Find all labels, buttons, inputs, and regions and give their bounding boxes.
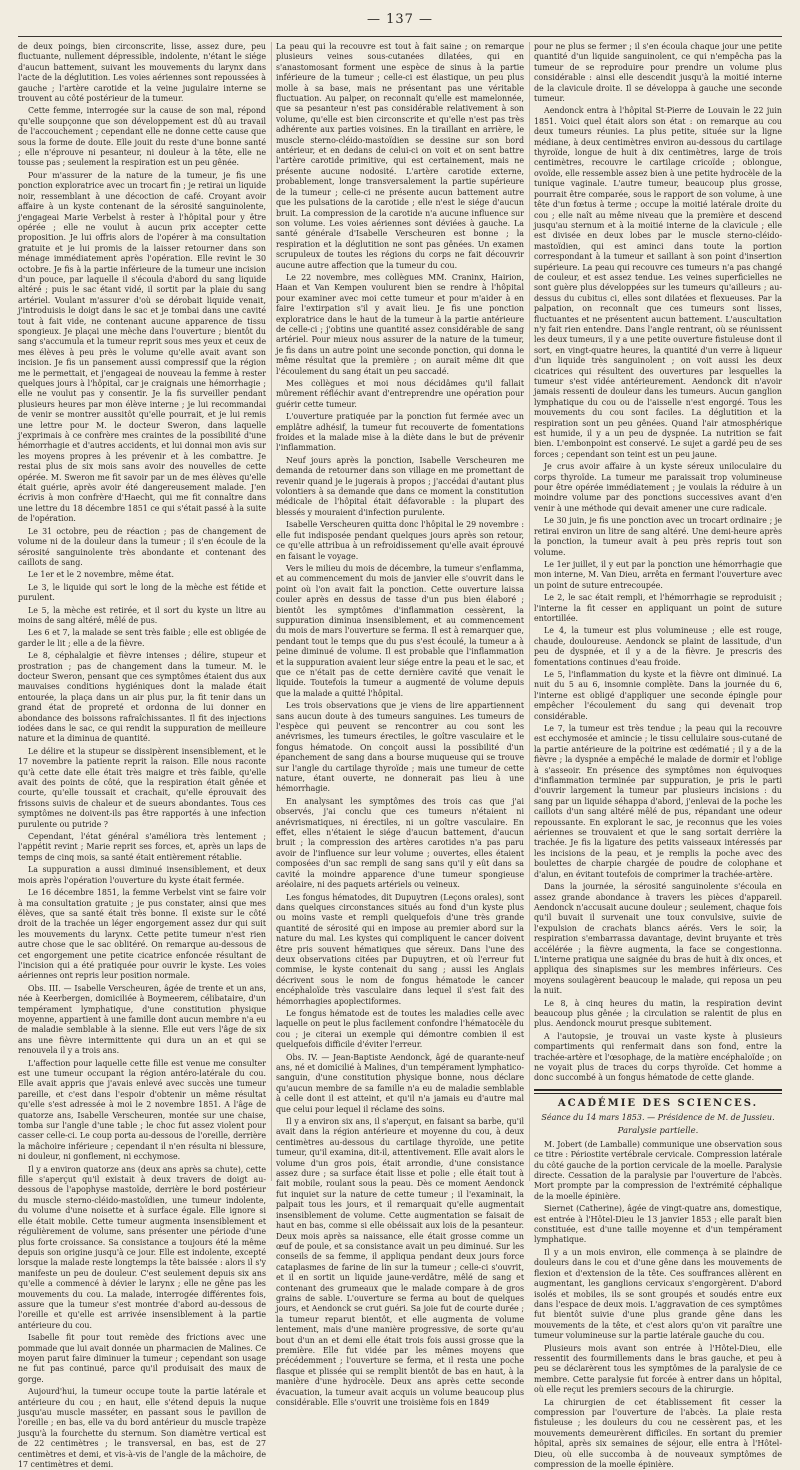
section-rule-thin xyxy=(534,1093,782,1094)
paragraph: En analysant les symptômes des trois cas que j'ai observés, j'ai conclu que ces tumeurs n'étaient ni anévrismatiques, ni érectiles, ni un goître vasculaire. En effet, elles n'étaient le siége d'aucun battement, d'aucun bruit ; la compression des artères carotides n'a pas paru avoir de l'influence sur leur volume ; ouvertes, elles étaient composées d'un sac rempli de sang sans qu'il y eût dans sa cavité la moindre apparence d'une tumeur spongieuse aréolaire, ni des paquets artériels ou veineux. xyxy=(276,796,524,890)
paragraph: Le 16 décembre 1851, la femme Verbelst vint se faire voir à ma consultation gratuite ; je pus constater, ainsi que mes élèves, que sa santé était très bonne. Il existe sur le côté droit de la trachée un léger engorgement assez dur qui suit les mouvements du larynx. Cette petite tumeur n'est rien autre chose que le sac oblitéré. On remarque au-dessous de cet engorgement une petite cicatrice enfoncée résultant de l'incision qui a été pratiquée pour ouvrir le kyste. Les voies aériennes ont repris leur position normale. xyxy=(18,888,266,981)
column-3-body xyxy=(534,42,782,1084)
paragraph: Aujourd'hui, la tumeur occupe toute la partie latérale et antérieure du cou ; en haut, elle s'étend depuis la nuque jusqu'au muscle masséter, en passant sous le pavillon de l'oreille ; en bas, elle va du bord antérieur du muscle trapèze jusqu'à la fourchette du sternum. Son diamètre vertical est de 22 centimètres ; le transversal, en bas, est de 27 centimètres et demi, et vis-à-vis de l'angle de la mâchoire, de 17 centimètres et demi. xyxy=(18,1387,266,1470)
paragraph: La chirurgien de cet établissement fit cesser la compression par l'ouverture de l'abcès. La plaie resta fistuleuse ; les douleurs du cou ne cessèrent pas, et les mouvements demeurèrent difficiles. En sortant du premier hôpital, après six semaines de séjour, elle entra à l'Hôtel-Dieu, où elle succomba à de nouveaux symptômes de compression de la moelle épinière. xyxy=(534,1397,782,1469)
paragraph: Isabelle fit pour tout remède des frictions avec une pommade que lui avait donnée un pharmacien de Malines. Ce moyen parut faire diminuer la tumeur ; cependant son usage ne fut pas continué, parce qu'il produisait des maux de gorge. xyxy=(18,1333,266,1384)
paragraph: Les fongus hématodes, dit Dupuytren (Leçons orales), sont dans quelques circonstances situés au fond d'un kyste plus ou moins vaste et rempli quelquefois d'une très grande quantité de sérosité qui en impose au premier abord sur la nature du mal. Les kystes qui compliquent le cancer doivent être pris souvent hématiques que séreux. Dans l'une des deux observations citées par Dupuytren, et où l'erreur fut commise, le kyste contenait du sang ; aussi les Anglais décrivent sous le nom de fongus hématode le cancer encéphaloïde très vasculaire dans lequel il s'est fait des hémorrhagies apoplectiformes. xyxy=(276,892,524,1006)
paragraph: Le 5, l'inflammation du kyste et la fièvre ont diminué. La nuit du 5 au 6, insomnie complète. Dans la journée du 6, l'interne est obligé d'appliquer une seconde épingle pour empêcher l'écoulement du sang qui devenait trop considérable. xyxy=(534,669,782,721)
paragraph: Il y a environ six ans, il s'aperçut, en faisant sa barbe, qu'il avait dans la région antérieure et moyenne du cou, à deux centimètres au-dessous du cartilage thyroïde, une petite tumeur, qu'il examina, dit-il, attentivement. Elle avait alors le volume d'un gros pois, était arrondie, d'une consistance assez dure ; sa surface était lisse et polie ; elle était tout à fait mobile, roulant sous la peau. Dès ce moment Aendonck fut inquiet sur la nature de cette tumeur ; il l'examinait, la palpait tous les jours, et il remarquait qu'elle augmentait insensiblement de volume. Cette augmentation se faisait de haut en bas, comme si elle obéissait aux lois de la pesanteur. Deux mois après sa naissance, elle était grosse comme un œuf de poule, et sa consistance avait un peu diminué. Sur les conseils de sa femme, il appliqua pendant deux jours force cataplasmes de farine de lin sur la tumeur ; celle-ci s'ouvrit, et il en sortit un liquide jaune-verdâtre, mêlé de sang et contenant des grumeaux que le malade compare à de gros grains de sable. L'ouverture se ferma au bout de quelques jours, et Aendonck se crut guéri. Sa joie fut de courte durée ; la tumeur reparut bientôt, et elle augmenta de volume lentement, mais d'une manière progressive, de sorte qu'au bout d'un an et demi elle était trois fois aussi grosse que la première. Elle fut vidée par les mêmes moyens que précédemment ; l'ouverture se ferma, et il resta une poche flasque et plissée qui se remplit bientôt de bas en haut, à la manière d'une hydrocèle. Deux ans après cette seconde évacuation, la tumeur avait acquis un volume beaucoup plus considérable. Elle s'ouvrit une troisième fois en 1849 xyxy=(276,1117,524,1407)
paragraph: Le 22 novembre, mes collègues MM. Craninx, Hairion, Haan et Van Kempen voulurent bien se rendre à l'hôpital pour examiner avec moi cette tumeur et pour m'aider à en faire l'extirpation s'il y avait lieu. Je fis une ponction exploratrice dans le haut de la tumeur à la partie antérieure de celle-ci ; j'obtins une quantité assez considérable de sang artériel. Pour mieux nous assurer de la nature de la tumeur, je fis dans un autre point une seconde ponction, qui donna le même résultat que la première ; on aurait même dit que l'écoulement du sang était un peu saccadé. xyxy=(276,272,524,376)
paragraph: Les trois observations que je viens de lire appartiennent sans aucun doute à des tumeurs sanguines. Les tumeurs de l'espèce qui peuvent se rencontrer au cou sont les anévrismes, les tumeurs érectiles, le goître vasculaire et le fongus hématode. On conçoit aussi la possibilité d'un épanchement de sang dans a bourse muqueuse qui se trouve sur l'angle du cartilage thyroïde ; mais une tumeur de cette nature, étant ouverte, ne donnerait pas lieu à une hémorrhagie. xyxy=(276,701,524,794)
page-folio: — 137 — xyxy=(366,11,434,27)
session-line: Séance du 14 mars 1853. — Présidence de M. de Jussieu. xyxy=(541,1112,775,1122)
paragraph: Le 1er et le 2 novembre, même état. xyxy=(28,570,174,580)
paragraph: Il y a environ quatorze ans (deux ans après sa chute), cette fille s'aperçut qu'il existait à deux travers de doigt au-dessous de l'apophyse mastoïde, derrière le bord postérieur du muscle sterno-cléido-mastoïdien, une tumeur indolente, du volume d'une noisette et à surface égale. Elle ignore si elle était mobile. Cette tumeur augmenta insensiblement et régulièrement de volume, sans présenter une période d'une plus forte croissance. Sa consistance a toujours été la même depuis son origine jusqu'à ce jour. Elle est indolente, excepté lorsque la malade reste longtemps la tête baissée : alors il s'y manifeste un peu de douleur. C'est seulement depuis six ans qu'elle a commencé à dévier le larynx ; elle ne gêne pas les mouvements du cou. La malade, interrogée différentes fois, assure que la tumeur s'est montrée d'abord au-dessous de l'oreille et qu'elle est arrivée insensiblement à la partie antérieure du cou. xyxy=(18,1164,266,1330)
paragraph: Vers le milieu du mois de décembre, la tumeur s'enflamma, et au commencement du mois de janvier elle s'ouvrit dans le point où l'on avait fait la ponction. Cette ouverture laissa couler après en dessus de tasse d'un pus bien élaboré ; bientôt les symptômes d'inflammation cessèrent, la suppuration diminua insensiblement, et au commencement du mois de mars l'ouverture se ferma. Il est à remarquer que, pendant tout le temps que du pus s'est écoulé, la tumeur a à peine diminué de volume. Il est probable que l'inflammation et la suppuration avaient leur siége entre la peau et le sac, et que ce n'était pas de cette dernière cavité que venait le liquide. Toutefois la tumeur a augmenté de volume depuis que la malade a quitté l'hôpital. xyxy=(276,563,524,698)
paragraph: Aendonck entra à l'hôpital St-Pierre de Louvain le 22 juin 1851. Voici quel était alors son état : on remarque au cou deux tumeurs réunies. La plus petite, située sur la ligne médiane, à deux centimètres environ au-dessous du cartilage thyroïde, longue de huit à dix centimètres, large de trois centimètres, recouvre le cartilage cricoïde ; oblongue, ovoïde, elle ressemble assez bien à une petite hydrocèle de la tunique vaginale. L'autre tumeur, beaucoup plus grosse, pourrait être comparée, sous le rapport de son volume, à une tête d'un fœtus à terme ; occupe la moitié latérale droite du cou ; elle naît au même niveau que la première et descend jusqu'au sternum et à la moitié interne de la clavicule ; elle est divisée en deux lobes par le muscle sterno-cléido-mastoïdien, qui est aminci dans toute la portion correspondant à la tumeur et saillant à son point d'insertion supérieure. La peau qui recouvre ces tumeurs n'a pas changé de couleur, et est assez tendue. Les veines superficielles ne sont guère plus développées sur les tumeurs qu'ailleurs ; au-dessus du cubitus ci, elles sont dilatées et flexueuses. Par la palpation, on reconnaît que ces tumeurs sont lisses, fluctuantes et ne présentent aucun battement. L'auscultation n'y fait rien entendre. Dans l'angle rentrant, où se réunissent les deux tumeurs, il y a une petite ouverture fistuleuse dont il sort, en vingt-quatre heures, la quantité d'un verre à liqueur d'un liquide très sanguinolent ; on voit aussi les deux cicatrices qui résultent des ouvertures par lesquelles la tumeur s'est vidée antérieurement. Aendonck dit n'avoir jamais ressenti de douleur dans les tumeurs. Aucun ganglion lymphatique du cou ou de l'aisselle n'est engorgé. Tous les mouvements du cou sont faciles. La déglutition et la respiration sont un peu gênées. Quand l'air atmosphérique est humide, il y a un peu de dyspnée. La nutrition se fait bien. L'embonpoint est conservé. Le sujet a gardé peu de ses forces ; cependant son teint est un peu jaune. xyxy=(534,106,782,459)
paragraph: Le 8, céphalalgie et fièvre intenses ; délire, stupeur et prostration ; pas de changement dans la tumeur. M. le docteur Sweron, pensant que ces symptômes étaient dus aux mauvaises conditions hygiéniques dont la malade était entourée, la plaça dans un air plus pur, la fit tenir dans un grand état de propreté et ordonna de lui donner en abondance des boissons rafraîchissantes. Il fit des injections iodées dans le sac, ce qui rendit la suppuration de meilleure nature et la diminua de quantité. xyxy=(18,651,266,744)
paragraph: Isabelle Verscheuren quitta donc l'hôpital le 29 novembre : elle fut indisposée pendant quelques jours après son retour, ce qu'elle attribua à un refroidissement qu'elle avait éprouvé en faisant le voyage. xyxy=(276,520,524,561)
paragraph: Neuf jours après la ponction, Isabelle Verscheuren me demanda de retourner dans son village en me promettant de revenir quand je le jugerais à propos ; j'accédai d'autant plus volontiers à sa demande que dans ce moment la constitution médicale de l'hôpital était défavorable : la plupart des blessés y mouraient d'infection purulente. xyxy=(276,455,524,517)
paragraph: Il y a un mois environ, elle commença à se plaindre de douleurs dans le cou et d'une gêne dans les mouvements de flexion et d'extension de la tête. Ces souffrances allèrent en augmentant, les ganglions cervicaux s'engorgèrent. D'abord isolés et mobiles, ils se sont groupés et soudés entre eux dans l'espace de deux mois. L'aggravation de ces symptômes fut bientôt suivie d'une plus grande gêne dans les mouvements de la tête, et c'est alors qu'on vit paraître une tumeur volumineuse sur la partie latérale gauche du cou. xyxy=(534,1247,782,1341)
paragraph: La peau qui la recouvre est tout à fait saine ; on remarque plusieurs veines sous-cutanées dilatées, qui en s'anastomosant forment une espèce de sinus à la partie inférieure de la tumeur ; celle-ci est élastique, un peu plus molle à sa base, mais ne présentant pas une véritable fluctuation. Au palper, on reconnaît qu'elle est mamelonnée, que sa pesanteur n'est pas considérable relativement à son volume, qu'elle est bien circonscrite et qu'elle n'est pas très adhérente aux parties voisines. En la tiraillant en arrière, le muscle sterno-cléido-mastoïdien se dessine sur son bord antérieur, et en dedans de celui-ci on voit et on sent battre l'artère carotide primitive, qui est certainement, mais ne présente aucune nodosité. L'artère carotide externe, probablement, longe transversalement la partie supérieure de la tumeur ; celle-ci ne présente aucun battement autre que les pulsations de la carotide ; elle n'est le siége d'aucun bruit. La compression de la carotide n'a aucune influence sur son volume. Les voies aériennes sont déviées à gauche. La santé générale d'Isabelle Verscheuren est bonne ; la respiration et la déglutition ne sont pas gênées. Un examen scrupuleux de toutes les régions du corps ne fait découvrir aucune autre affection que la tumeur du cou. xyxy=(276,42,524,270)
paragraph: de deux poings, bien circonscrite, lisse, assez dure, peu fluctuante, nullement dépressible, indolente, n'étant le siége d'aucun battement, suivant les mouvements du larynx dans l'acte de la déglutition. Les voies aériennes sont repoussées à gauche ; l'artère carotide et la veine jugulaire interne se trouvent au côté postérieur de la tumeur. xyxy=(18,42,266,104)
article-subtitle: Paralysie partielle. xyxy=(617,1125,699,1136)
paragraph: Pour m'assurer de la nature de la tumeur, je fis une ponction exploratrice avec un trocart fin ; je retirai un liquide noir, ressemblant à une décoction de café. Croyant avoir affaire à un kyste contenant de la sérosité sanguinolente, j'engageai Marie Verbelst à rester à l'hôpital pour y être opérée ; elle ne voulut à aucun prix accepter cette proposition. Je lui offris alors de l'opérer à ma consultation gratuite et je lui promis de la laisser retourner dans son ménage immédiatement après l'opération. Elle revint le 30 octobre. Je fis à la partie inférieure de la tumeur une incision d'un pouce, par laquelle il s'écoula d'abord du sang liquide altéré ; puis le sac étant vidé, il sortit par la plaie du sang artériel. Voulant m'assurer d'où se dérobait liquide venait, j'introduisis le doigt dans le sac et je tombai dans une cavité tout à fait vide, ne contenant aucune apparence de tissu spongieux. Je plaçai une mèche dans l'ouverture ; bientôt du sang s'accumula et la tumeur reprit sous mes yeux et ceux de mes élèves à peu près le volume qu'elle avait avant son incision. Je fis un pansement aussi compressif que la région me le permettait, et j'engageai de nouveau la femme à rester quelques jours à l'hôpital, car je craignais une hémorrhagie ; elle ne voulut pas y consentir. Je la fis surveiller pendant plusieurs heures par mon élève interne ; je lui recommandai de venir se montrer aussitôt qu'elle pourrait, et je lui remis une lettre pour M. le docteur Sweron, dans laquelle j'exprimais à ce confrère mes craintes de la possibilité d'une hémorrhagie et d'autres accidents, et lui donnai mon avis sur les moyens propres à les prévenir et à les combattre. Je restai plus de six mois sans avoir des nouvelles de cette opérée. M. Sweron me fit savoir par un de mes élèves qu'elle était guérie, après avoir été dangereusement malade. J'en écrivis à mon confrère d'Haecht, qui me fit connaître dans une lettre du 18 décembre 1851 ce qui s'était passé à la suite de l'opération. xyxy=(18,170,266,524)
paragraph: Le 7, la tumeur est très tendue ; la peau qui la recouvre est ecchymosée et amincie ; le tissu cellulaire sous-cutané de la partie antérieure de la poitrine est œdématié ; il y a de la fièvre ; la dyspnée a empêché le malade de dormir et l'oblige à s'asseoir. En présence des symptômes non équivoques d'inflammation terminée par suppuration, je pris le parti d'ouvrir largement la tumeur par plusieurs incisions : du sang par un liquide séhappa d'abord, j'enlevai de la poche les caillots d'un sang altéré mêlé de pus, répandant une odeur repoussante. En explorant le sac, je reconnus que les voies aériennes se trouvaient et que le sang sortait derrière la trachée. Je fis la ligature des petits vaisseaux intéressés par les incisions de la peau, et je remplis la poche avec des boulettes de charpie chargée de poudre de colophane et d'alun, en évitant toutefois de comprimer la trachée-artère. xyxy=(534,724,782,879)
paragraph: Le 31 octobre, peu de réaction ; pas de changement de volume ni de la douleur dans la tumeur ; il s'en écoule de la sérosité sanguinolente très abondante et contenant des caillots de sang. xyxy=(18,526,266,567)
paragraph: Le 1er juillet, il y eut par la ponction une hémorrhagie que mon interne, M. Van Dieu, arrêta en fermant l'ouverture avec un point de suture entrecoupée. xyxy=(534,559,782,590)
paragraph: Le 4, la tumeur est plus volumineuse ; elle est rouge, chaude, douloureuse. Aendonck se plaint de lassitude, d'un peu de dyspnée, et il y a de la fièvre. Je prescris des fomentations continues d'eau froide. xyxy=(534,626,782,667)
paragraph: Le fongus hématode est de toutes les maladies celle avec laquelle on peut le plus facilement confondre l'hématocèle du cou ; je citerai un exemple qui démontre combien il est quelquefois difficile d'éviter l'erreur. xyxy=(276,1008,524,1050)
paragraph: Les 6 et 7, la malade se sent très faible ; elle est obligée de garder le lit ; elle a de la fièvre. xyxy=(18,628,266,648)
paragraph: Le 8, à cinq heures du matin, la respiration devint beaucoup plus gênée ; la circulation se ralentit de plus en plus. Aendonck mourut presque subitement. xyxy=(534,998,782,1029)
paragraph: Le 5, la mèche est retirée, et il sort du kyste un litre au moins de sang altéré, mêlé de pus. xyxy=(18,605,266,625)
column-3 xyxy=(534,42,782,1469)
paragraph: Cette femme, interrogée sur la cause de son mal, répond qu'elle soupçonne que son développement est dû au travail de l'accouchement ; cependant elle ne donne cette cause que sous la forme de doute. Elle jouit du reste d'une bonne santé ; elle n'éprouve ni pesanteur, ni douleur à la tête, elle ne tousse pas ; seulement la respiration est un peu gênée. xyxy=(18,106,266,168)
paragraph: La suppuration a aussi diminué insensiblement, et deux mois après l'opération l'ouverture du kyste était fermée. xyxy=(18,865,266,885)
paragraph: Je crus avoir affaire à un kyste séreux uniloculaire du corps thyroïde. La tumeur me paraissait trop volumineuse pour être opérée immédiatement ; je voulais la réduire à un moindre volume par des ponctions successives avant d'en venir à une méthode qui devait amener une cure radicale. xyxy=(534,462,782,513)
paragraph: A l'autopsie, je trouvai un vaste kyste à plusieurs compartiments qui renfermait dans son fond, entre la trachée-artère et l'œsophage, de la matière encéphaloïde ; on ne voyait plus de traces du corps thyroïde. Cet homme a donc succombé à un fongus hématode de cette glande. xyxy=(534,1031,782,1083)
paragraph: Cependant, l'état général s'améliora très lentement ; l'appétit revint ; Marie reprit ses forces, et, après un laps de temps de cinq mois, sa santé était entièrement rétablie. xyxy=(18,832,266,862)
paragraph: Obs. IV. — Jean-Baptiste Aendonck, âgé de quarante-neuf ans, né et domicilié à Malines, d'un tempérament lymphatico-sanguin, d'une constitution physique bonne, nous déclare qu'aucun membre de sa famille n'a eu de maladie semblable à celle dont il est atteint, et qu'il n'a jamais eu d'autre mal que celui pour lequel il réclame des soins. xyxy=(276,1052,524,1114)
text-columns xyxy=(18,42,782,1470)
paragraph: Siernet (Catherine), âgée de vingt-quatre ans, domestique, est entrée à l'Hôtel-Dieu le 13 janvier 1853 ; elle paraît bien constituée, est d'une taille moyenne et d'un tempérament lymphatique. xyxy=(534,1204,782,1245)
paragraph: Dans la journée, la sérosité sanguinolente s'écoula en assez grande abondance à travers les pièces d'appareil. Aendonck n'accusait aucune douleur ; seulement, chaque fois qu'il buvait il survenait une toux convulsive, suivie de l'expulsion de crachats blancs aérés. Vers le soir, la respiration s'embarrassa davantage, devint bruyante et très accélérée ; la fièvre augmenta, la face se congestionna. L'interne pratiqua une saignée du bras de huit à dix onces, et appliqua des sinapismes sur les membres inférieurs. Ces moyens soulagèrent beaucoup le malade, qui reposa un peu la nuit. xyxy=(534,882,782,996)
paragraph: pour ne plus se fermer ; il s'en écoula chaque jour une petite quantité d'un liquide sanguinolent, ce qui n'empêcha pas la tumeur de se reproduire pour prendre un volume plus considérable : ainsi elle descendit jusqu'à la moitié interne de la clavicule droite. Il se développa à gauche une seconde tumeur. xyxy=(534,42,782,104)
paragraph: Mes collègues et moi nous décidâmes qu'il fallait mûrement réfléchir avant d'entreprendre une opération pour guérir cette tumeur. xyxy=(276,379,524,409)
section-rule xyxy=(534,1089,782,1091)
paragraph: Le 3, le liquide qui sort le long de la mèche est fétide et purulent. xyxy=(18,582,266,603)
column-2 xyxy=(276,42,524,1407)
paragraph: M. Jobert (de Lamballe) communique une observation sous ce titre : Périostite vertébrale cervicale. Compression latérale du côté gauche de la portion cervicale de la moelle. Paralysie directe. Cessation de la paralysie par l'ouverture de l'abcès. Mort prompte par la compression de l'extrémité céphalique de la moelle épinière. xyxy=(534,1139,782,1201)
header-rule xyxy=(18,36,782,37)
academy-body xyxy=(534,1140,782,1470)
column-1 xyxy=(18,42,266,1470)
paragraph: L'affection pour laquelle cette fille est venue me consulter est une tumeur occupant la région antéro-latérale du cou. Elle avait appris que j'avais enlevé avec succès une tumeur pareille, et c'est dans l'espoir d'obtenir un même résultat qu'elle s'est adressée à moi le 2 novembre 1851. A l'âge de quatorze ans, Isabelle Verscheuren, montée sur une chaise, tomba sur l'angle d'une table ; le choc fut assez violent pour casser celle-ci. Le coup porta au-dessous de l'oreille, derrière la mâchoire inférieure ; cependant il n'en résulta ni blessure, ni douleur, ni gonflement, ni ecchymose. xyxy=(18,1058,266,1162)
paragraph: Plusieurs mois avant son entrée à l'Hôtel-Dieu, elle ressentit des fourmillements dans le bras gauche, et peu à peu se déclarèrent tous les symptômes de la paralysie de ce membre. Cette paralysie fut forcée à entrer dans un hôpital, où elle reçut les premiers secours de la chirurgie. xyxy=(534,1343,782,1395)
section-masthead: ACADÉMIE DES SCIENCES. xyxy=(557,1097,759,1109)
paragraph: Le délire et la stupeur se dissipèrent insensiblement, et le 17 novembre la patiente reprit la raison. Elle nous raconte qu'à cette date elle était très maigre et très faible, qu'elle avait des points de côté, que la respiration était gênée et courte, qu'elle toussait et crachait, qu'elle éprouvait des frissons suivis de chaleur et de sueurs abondantes. Tous ces symptômes ne doivent-ils pas être rapportés à une infection purulente ou putride ? xyxy=(18,746,266,829)
paragraph: L'ouverture pratiquée par la ponction fut fermée avec un emplâtre adhésif, la tumeur fut recouverte de fomentations froides et la malade mise à la diète dans le but de prévenir l'inflammation. xyxy=(276,412,524,453)
paragraph: Le 2, le sac était rempli, et l'hémorrhagie se reproduisit ; l'interne la fit cesser en appliquant un point de suture entortillée. xyxy=(534,593,782,623)
paragraph: Le 30 juin, je fis une ponction avec un trocart ordinaire ; je retirai environ un litre de sang altéré. Une demi-heure après la ponction, la tumeur avait à peu près repris tout son volume. xyxy=(534,516,782,557)
paragraph: Obs. III. — Isabelle Verscheuren, âgée de trente et un ans, née à Keerbergen, domiciliée à Boymeerem, célibataire, d'un tempérament lymphatique, d'une constitution physique moyenne, appartient à une famille dont aucun membre n'a eu de maladie semblable à la sienne. Elle eut vers l'âge de six ans une fièvre intermittente qui dura un an et qui se renouvela il y a trois ans. xyxy=(18,983,266,1056)
